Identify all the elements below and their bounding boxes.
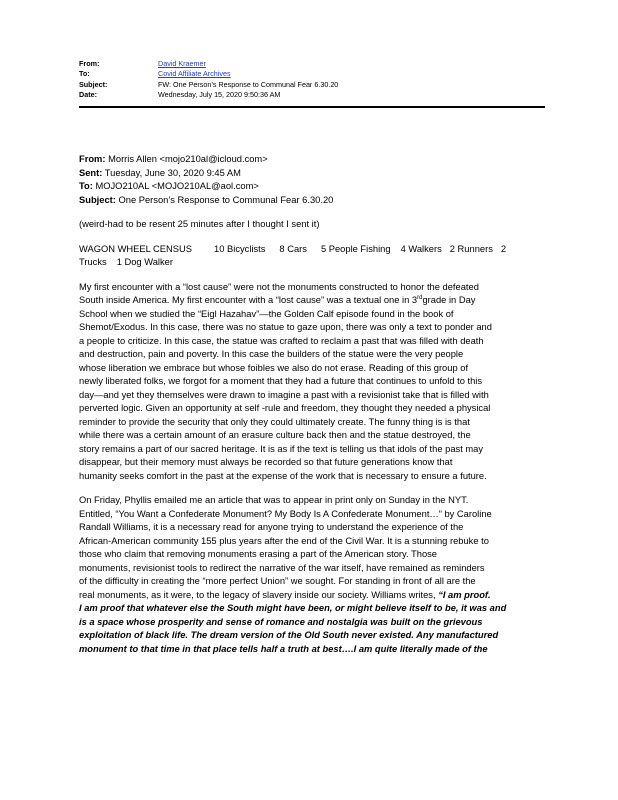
- outer-from-label: From:: [79, 59, 100, 68]
- census-item: Trucks: [79, 257, 107, 267]
- resend-note: (weird-had to be resent 25 minutes after I thought I sent it): [79, 219, 320, 229]
- spacer: [79, 270, 547, 281]
- paragraph-line: African-American community 155 plus years after the end of the Civil War. It is a stunning rebuke to: [79, 535, 489, 546]
- paragraph-line: whose liberation we embrace but whose foibles we also do not erase. Reading of this group of: [79, 362, 469, 373]
- paragraph-confederate-monument: [79, 494, 547, 656]
- spacer: [79, 207, 547, 218]
- outer-to-link[interactable]: Covid Affiliate Archives: [158, 69, 231, 79]
- outer-subject-label: Subject:: [79, 79, 108, 89]
- census-item: 2: [500, 243, 507, 254]
- census-item: 4 Walkers: [400, 243, 442, 254]
- paragraph-line: story remains a part of our sacred heritage. It is as if the text is telling us that idols of the past may: [79, 443, 484, 454]
- paragraph-line: of the difficulty in creating the “more perfect Union” we sought. For standing in front of all are the: [79, 576, 476, 586]
- paragraph-line: Entitled, “You Want a Confederate Monument? My Body Is A Confederate Monument…” by Caroline: [79, 508, 492, 519]
- paragraph-line: disappear, but their memory must always be recorded so that future generations know that: [79, 457, 453, 467]
- outer-date-value: Wednesday, July 15, 2020 9:50:36 AM: [158, 90, 281, 100]
- outer-email-header: [79, 59, 579, 101]
- census-item: 2 Runners: [449, 243, 493, 254]
- paragraph-line: On Friday, Phyllis emailed me an article that was to appear in print only on Sunday in the NYT.: [79, 495, 469, 505]
- inner-from-label: From:: [79, 154, 106, 164]
- census-item: 8 Cars: [279, 243, 307, 254]
- paragraph-line: My first encounter with a “lost cause” were not the monuments constructed to honor the defeated: [79, 281, 479, 292]
- paragraph-line: Shemot/Exodus. In this case, there was no statue to gaze upon, there was only a text to ponder and: [79, 322, 492, 332]
- paragraph-line: perverted logic. Given an opportunity at self -rule and freedom, they thought they needed a physical: [79, 403, 491, 413]
- quote-line: exploitation of black life. The dream version of the Old South never existed. Any manufactured: [79, 630, 499, 640]
- outer-date-row: [79, 90, 579, 100]
- census-item: 1 Dog Walker: [116, 257, 173, 267]
- spacer: [79, 232, 547, 243]
- census-line-2: [79, 256, 547, 270]
- inner-to-value: MOJO210AL <MOJO210AL@aol.com>: [95, 181, 259, 191]
- census-line-1: [79, 243, 547, 257]
- outer-subject-value: FW: One Person’s Response to Communal Fear 6.30.20: [158, 79, 339, 89]
- outer-date-label: Date:: [79, 90, 97, 100]
- outer-from-link[interactable]: David Kraemer: [158, 59, 206, 68]
- paragraph-line: newly liberated folks, we forgot for a moment that they had a future that continues to unfold to this: [79, 376, 483, 386]
- spacer: [79, 483, 547, 494]
- quote-text: “I am proof.: [438, 589, 491, 600]
- inner-subject-row: [79, 194, 547, 208]
- paragraph-line: Randall Williams, it is a necessary read for anyone trying to understand the experience of the: [79, 522, 464, 532]
- paragraph-line: School when we studied the “Eigl Hazahav”—the Golden Calf episode found in the book of: [79, 308, 454, 319]
- line-text: South inside America. My first encounter with a “lost cause” was a textual one in 3: [79, 295, 418, 305]
- outer-to-label: To:: [79, 69, 90, 79]
- inner-to-row: [79, 180, 547, 194]
- quote-line: I am proof that whatever else the South might have been, or might believe itself to be, it was and: [79, 603, 507, 613]
- paragraph-line: those who claim that removing monuments erasing a part of the American story. Those: [79, 549, 438, 559]
- inner-to-label: To:: [79, 181, 93, 191]
- line-text: grade in Day: [422, 295, 476, 305]
- paragraph-line: while there was a certain amount of an erasure culture back then and the statue destroyed, the: [79, 430, 471, 440]
- paragraph-line: [79, 589, 547, 603]
- outer-subject-row: [79, 80, 579, 90]
- quote-line: is a space whose prosperity and sense of romance and nostalgia was built on the grievous: [79, 616, 483, 627]
- paragraph-line: a people to criticize. In this case, the statue was crafted to reclaim a past that was filled with death: [79, 335, 484, 346]
- paragraph-line: reminder to provide the security that only they could ultimately create. The funny thing is is that: [79, 416, 470, 427]
- paragraph-line: humanity seeks comfort in the past at the expense of the work that is necessary to ensure a future.: [79, 470, 487, 481]
- outer-to-row: [79, 69, 579, 79]
- paragraph-line: day—and yet they themselves were drawn to imagine a past with a revisionist take that is filled with: [79, 389, 489, 400]
- inner-sent-label: Sent:: [79, 167, 103, 178]
- inner-sent-row: [79, 167, 547, 181]
- paragraph-lost-cause: [79, 281, 547, 484]
- forwarded-email-body: [79, 153, 547, 656]
- inner-from-value: Morris Allen <mojo210al@icloud.com>: [108, 154, 268, 164]
- header-divider: [79, 106, 545, 108]
- superscript-ordinal: rd: [417, 295, 423, 301]
- inner-subject-value: One Person’s Response to Communal Fear 6.30.20: [118, 194, 334, 205]
- paragraph-line: monuments, revisionist tools to redirect the narrative of the war itself, have remained as reminders: [79, 562, 485, 573]
- line-text: real monuments, as it were, to the legacy of slavery inside our society. Williams writes,: [79, 589, 439, 600]
- quote-line: monument to that time in that place tells half a truth at best….I am quite literally made of the: [79, 643, 488, 654]
- outer-from-row: [79, 59, 579, 69]
- inner-subject-label: Subject:: [79, 194, 116, 205]
- paragraph-line: and destruction, pain and poverty. In this case the builders of the statue were the very people: [79, 349, 464, 359]
- census-title: WAGON WHEEL CENSUS: [79, 243, 193, 254]
- inner-from-row: [79, 153, 547, 167]
- inner-sent-value: Tuesday, June 30, 2020 9:45 AM: [104, 167, 241, 178]
- paragraph-line: [79, 294, 547, 308]
- census-item: 10 Bicyclists: [214, 243, 266, 254]
- census-item: 5 People Fishing: [320, 243, 391, 254]
